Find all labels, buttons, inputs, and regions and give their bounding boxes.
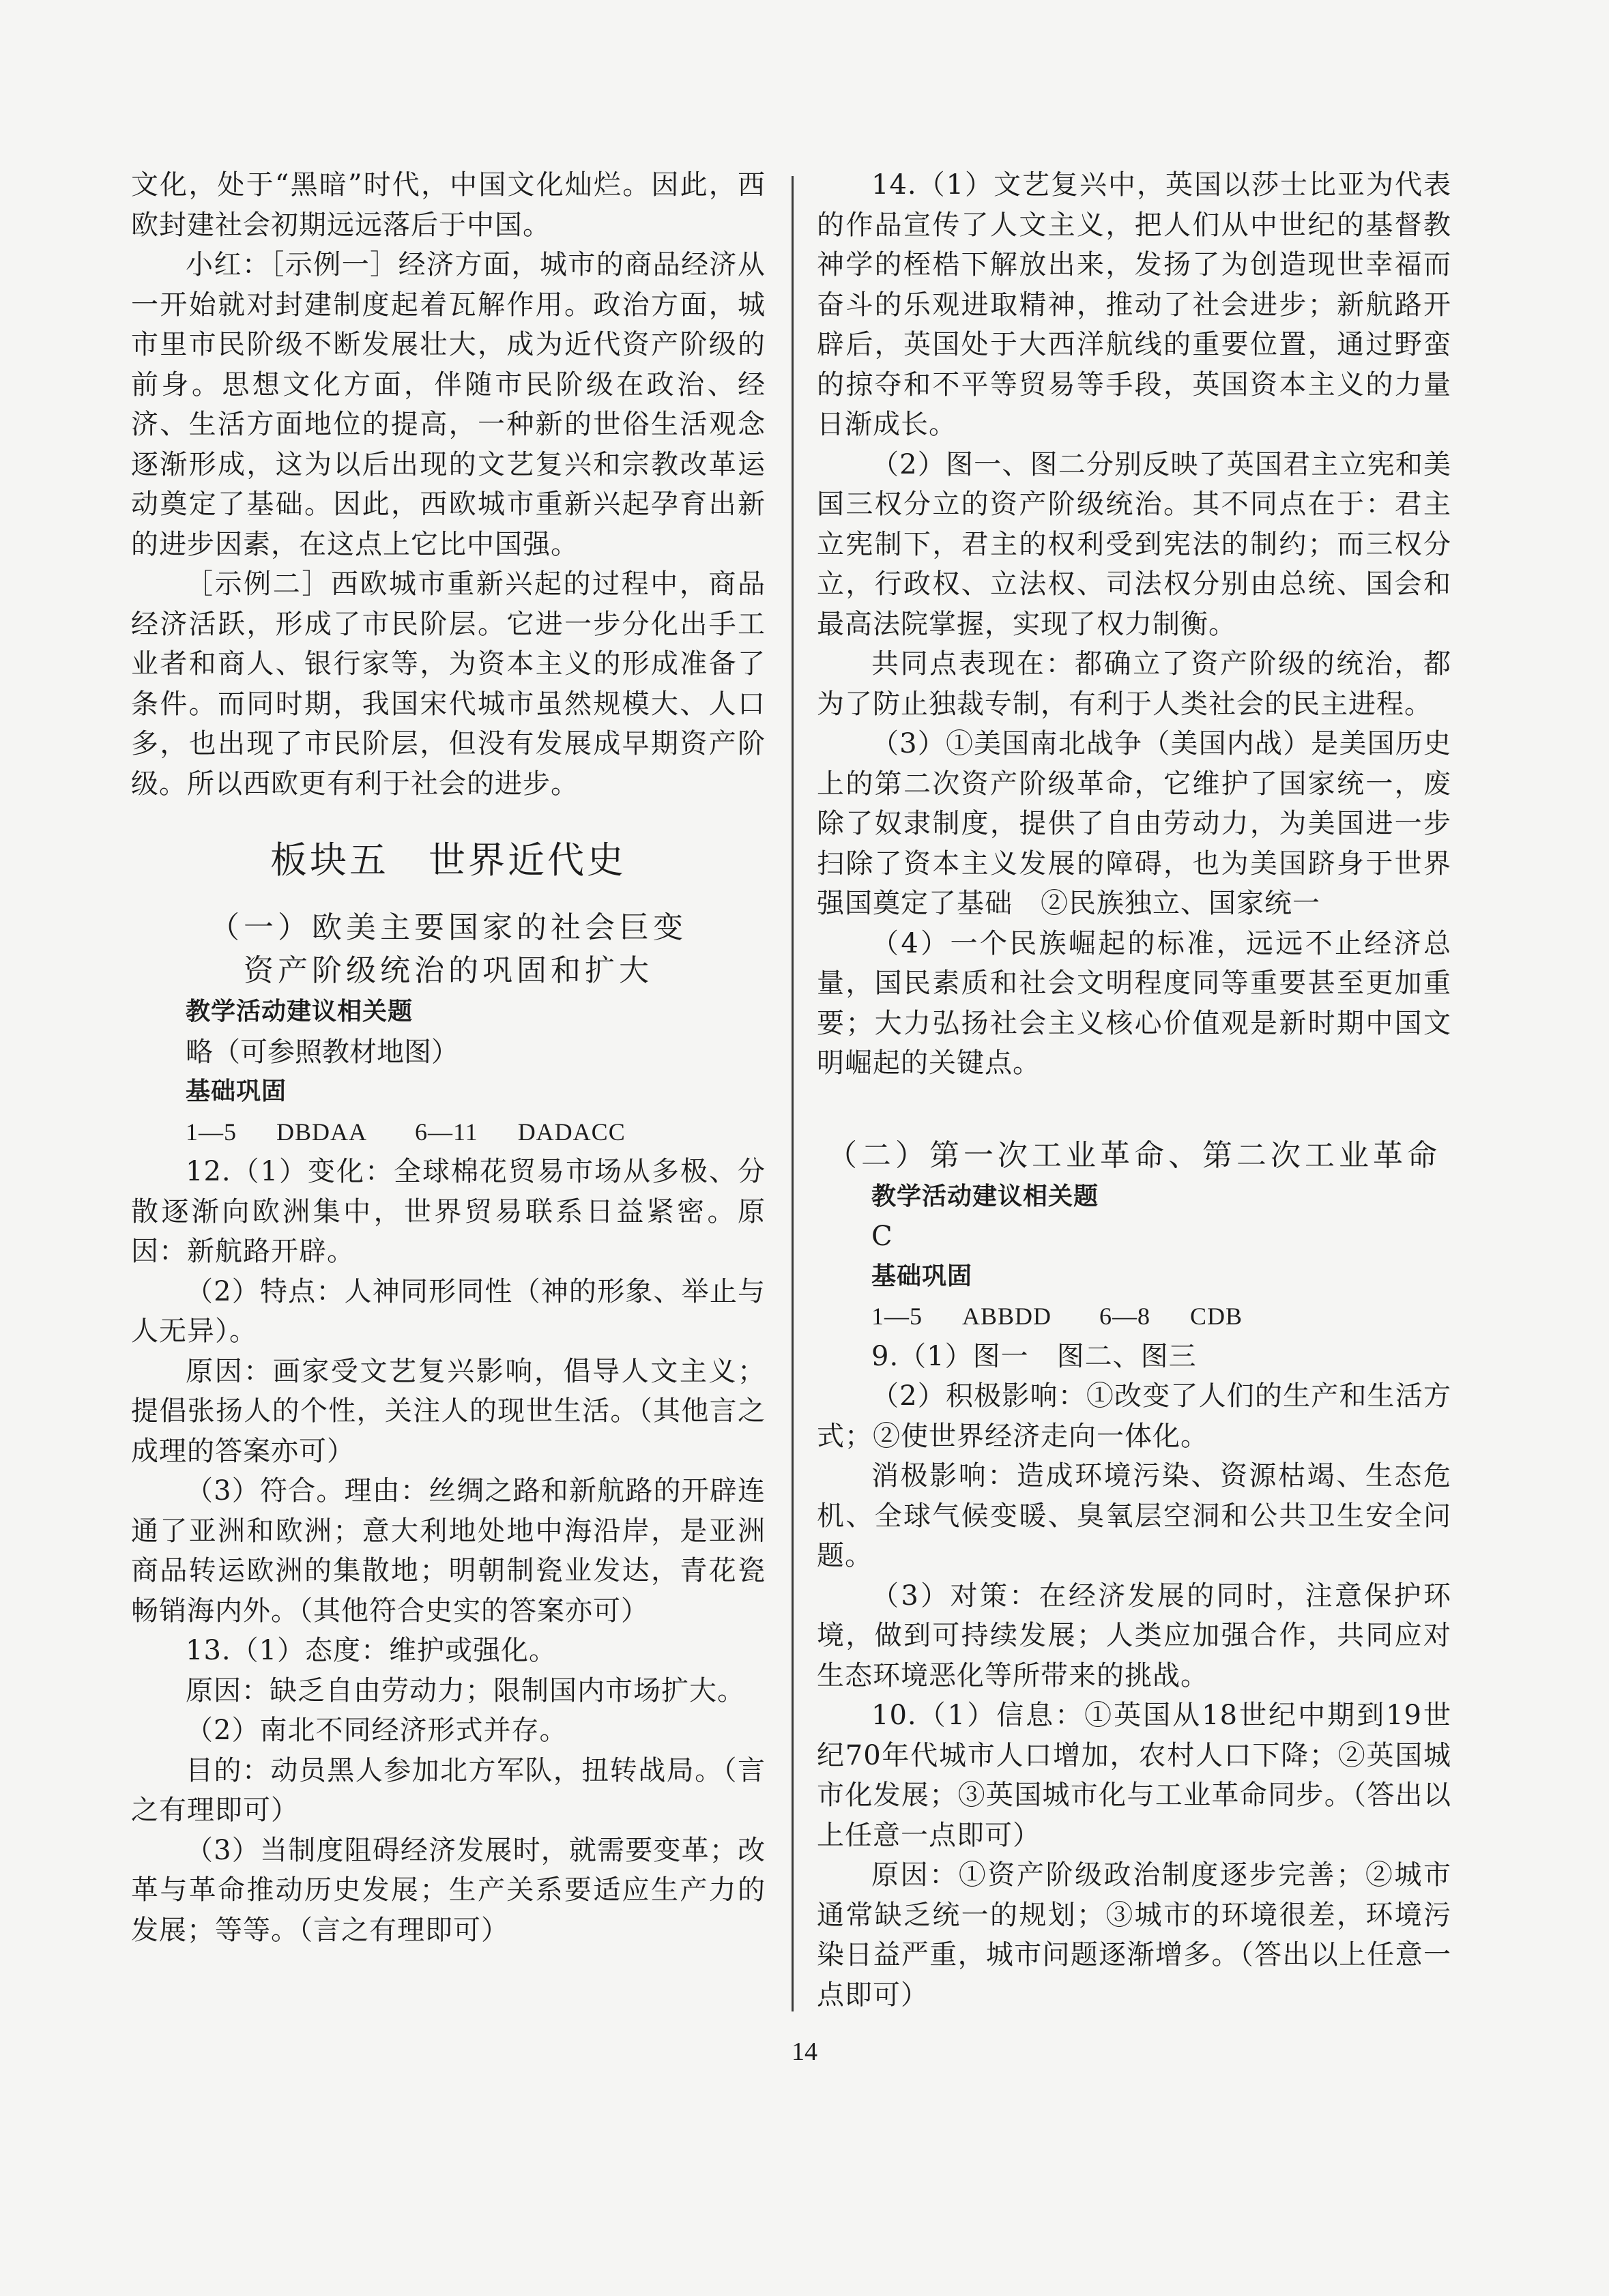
left-paragraph-2: 小红：［示例一］经济方面，城市的商品经济从一开始就对封建制度起着瓦解作用。政治方面，城市里市民阶级不断发展壮大，成为近代资产阶级的前身。思想文化方面，伴随市民阶级在政治、经济、生活方面地位的提高，一种新的世俗生活观念逐渐形成，这为以后出现的文艺复兴和宗教改革运动奠定了基础。因此，西欧城市重新兴起孕育出新的进步因素，在这点上它比中国强。 <box>131 249 766 560</box>
q14-part2-common: 共同点表现在：都确立了资产阶级的统治，都为了防止独裁专制，有利于人类社会的民主进程。 <box>817 648 1451 720</box>
basic-label-right: 基础巩固 <box>871 1262 973 1290</box>
multiple-choice-answers <box>186 1112 766 1152</box>
q13-part1-reason: 原因：缺乏自由劳动力；限制国内市场扩大。 <box>186 1674 745 1706</box>
answers-value-b: DADACC <box>517 1118 626 1146</box>
left-column <box>131 165 766 1950</box>
activity-answer: 略（可参照教材地图） <box>186 1036 459 1068</box>
answers-value-b-right: CDB <box>1190 1303 1243 1330</box>
q9-part2: （2）积极影响：①改变了人们的生产和生活方式；②使世界经济走向一体化。 <box>817 1380 1451 1452</box>
q14-part3: （3）①美国南北战争（美国内战）是美国历史上的第二次资产阶级革命，它维护了国家统一，废除了奴隶制度，提供了自由劳动力，为美国进一步扫除了资本主义发展的障碍，也为美国跻身于世界强国奠定了基础 ②民族独立、国家统一 <box>817 728 1451 919</box>
q12-part2: （2）特点：人神同形同性（神的形象、举止与人无异）。 <box>131 1275 766 1347</box>
q10-part1: 10.（1）信息：①英国从18世纪中期到19世纪70年代城市人口增加，农村人口下降；②英国城市化发展；③英国城市化与工业革命同步。（答出以上任意一点即可） <box>817 1700 1451 1851</box>
answers-value-a-right: ABBDD <box>962 1303 1052 1330</box>
column-divider <box>792 176 794 2011</box>
q9-part1: 9.（1）图一 图二、图三 <box>871 1340 1197 1372</box>
answers-range-a-right: 1—5 <box>871 1303 923 1330</box>
q12-part2-reason: 原因：画家受文艺复兴影响，倡导人文主义；提倡张扬人的个性，关注人的现世生活。（其他言之成理的答案亦可） <box>131 1355 766 1467</box>
answers-range-b-right: 6—8 <box>1099 1303 1151 1330</box>
right-column <box>817 165 1451 2015</box>
page-number: 14 <box>792 2037 817 2066</box>
left-paragraph-3: ［示例二］西欧城市重新兴起的过程中，商品经济活跃，形成了市民阶层。它进一步分化出手工业者和商人、银行家等，为资本主义的形成准备了条件。而同时期，我国宋代城市虽然规模大、人口多，也出现了市民阶层，但没有发展成早期资产阶级。所以西欧更有利于社会的进步。 <box>131 568 766 800</box>
q13-part2: （2）南北不同经济形式并存。 <box>186 1715 568 1746</box>
activity-label: 教学活动建议相关题 <box>186 998 414 1026</box>
q14-part2: （2）图一、图二分别反映了英国君主立宪和美国三权分立的资产阶级统治。其不同点在于：君主立宪制下，君主的权利受到宪法的制约；而三权分立，行政权、立法权、司法权分别由总统、国会和最高法院掌握，实现了权力制衡。 <box>817 448 1451 640</box>
q9-part3: （3）对策：在经济发展的同时，注意保护环境，做到可持续发展；人类应加强合作，共同应对生态环境恶化等所带来的挑战。 <box>817 1580 1451 1691</box>
q12-part1: 12.（1）变化：全球棉花贸易市场从多极、分散逐渐向欧洲集中，世界贸易联系日益紧密。原因：新航路开辟。 <box>131 1156 766 1267</box>
activity-answer-right: C <box>871 1221 893 1252</box>
basic-label: 基础巩固 <box>186 1077 287 1105</box>
q10-part1-reason: 原因：①资产阶级政治制度逐步完善；②城市通常缺乏统一的规划；③城市的环境很差，环境污染日益严重，城市问题逐渐增多。（答出以上任意一点即可） <box>817 1859 1451 2011</box>
activity-label-right: 教学活动建议相关题 <box>871 1182 1099 1210</box>
sub-title-1: （一）欧美主要国家的社会巨变 <box>209 910 687 945</box>
sub-title-2: 资产阶级统治的巩固和扩大 <box>244 953 653 988</box>
answers-range-a: 1—5 <box>186 1118 237 1146</box>
multiple-choice-answers-right <box>871 1296 1451 1337</box>
q14-part4: （4）一个民族崛起的标准，远远不止经济总量，国民素质和社会文明程度同等重要甚至更加重要；大力弘扬社会主义核心价值观是新时期中国文明崛起的关键点。 <box>817 927 1451 1079</box>
section-title: 板块五 世界近代史 <box>270 839 626 882</box>
answers-range-b: 6—11 <box>415 1118 478 1146</box>
q13-part3: （3）当制度阻碍经济发展时，就需要变革；改革与革命推动历史发展；生产关系要适应生产力的发展；等等。（言之有理即可） <box>131 1834 766 1946</box>
q13-part2-purpose: 目的：动员黑人参加北方军队，扭转战局。（言之有理即可） <box>131 1754 766 1826</box>
sub-title-industrial: （二）第一次工业革命、第二次工业革命 <box>827 1137 1441 1173</box>
left-paragraph-1: 文化，处于“黑暗”时代，中国文化灿烂。因此，西欧封建社会初期远远落后于中国。 <box>131 169 766 241</box>
answers-value-a: DBDAA <box>276 1118 368 1146</box>
q12-part3: （3）符合。理由：丝绸之路和新航路的开辟连通了亚洲和欧洲；意大利地处地中海沿岸，是亚洲商品转运欧洲的集散地；明朝制瓷业发达，青花瓷畅销海内外。（其他符合史实的答案亦可） <box>131 1475 766 1627</box>
q13-part1: 13.（1）态度：维护或强化。 <box>186 1635 557 1666</box>
q14-part1: 14.（1）文艺复兴中，英国以莎士比亚为代表的作品宣传了人文主义，把人们从中世纪的基督教神学的桎梏下解放出来，发扬了为创造现世幸福而奋斗的乐观进取精神，推动了社会进步；新航路开辟后，英国处于大西洋航线的重要位置，通过野蛮的掠夺和不平等贸易等手段，英国资本主义的力量日渐成长。 <box>817 169 1451 440</box>
q9-part2-negative: 消极影响：造成环境污染、资源枯竭、生态危机、全球气候变暖、臭氧层空洞和公共卫生安全问题。 <box>817 1460 1451 1571</box>
